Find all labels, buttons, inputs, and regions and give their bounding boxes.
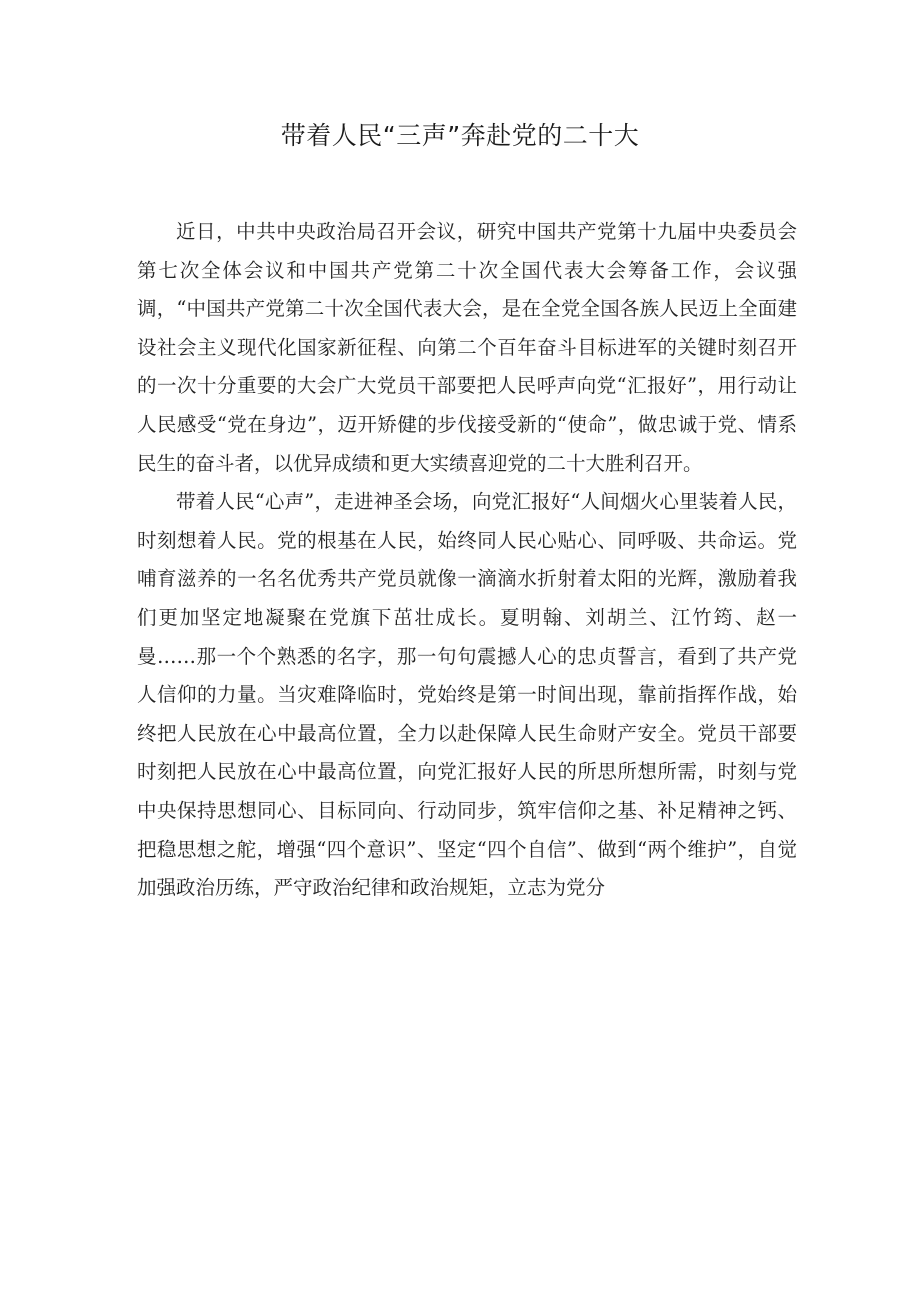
paragraph-1: 近日，中共中央政治局召开会议，研究中国共产党第十九届中央委员会第七次全体会议和中国共产党第二十次全国代表大会筹备工作，会议强调，“中国共产党第二十次全国代表大会，是在全党全国各族人民迈上全面建设社会主义现代化国家新征程、向第二个百年奋斗目标进军的关键时刻召开的一次十分重要的大会广大党员干部要把人民呼声向党“汇报好”，用行动让人民感受“党在身边”，迈开矫健的步伐接受新的“使命”，做忠诚于党、情系民生的奋斗者，以优异成绩和更大实绩喜迎党的二十大胜利召开。 <box>137 220 797 475</box>
document-body <box>137 213 797 908</box>
page-title: 带着人民“三声”奔赴党的二十大 <box>280 121 640 150</box>
paragraph-2: 带着人民“心声”，走进神圣会场，向党汇报好“人间烟火心里装着人民，时刻想着人民。党的根基在人民，始终同人民心贴心、同呼吸、共命运。党哺育滋养的一名名优秀共产党员就像一滴滴水折射着太阳的光辉，激励着我们更加坚定地凝聚在党旗下茁壮成长。夏明翰、刘胡兰、江竹筠、赵一曼……那一个个熟悉的名字，那一句句震撼人心的忠贞誓言，看到了共产党人信仰的力量。当灾难降临时，党始终是第一时间出现，靠前指挥作战，始终把人民放在心中最高位置，全力以赴保障人民生命财产安全。党员干部要时刻把人民放在心中最高位置，向党汇报好人民的所思所想所需，时刻与党中央保持思想同心、目标同向、行动同步，筑牢信仰之基、补足精神之钙、把稳思想之舵，增强“四个意识”、坚定“四个自信”、做到“两个维护”，自觉加强政治历练，严守政治纪律和政治规矩，立志为党分 <box>137 490 797 900</box>
